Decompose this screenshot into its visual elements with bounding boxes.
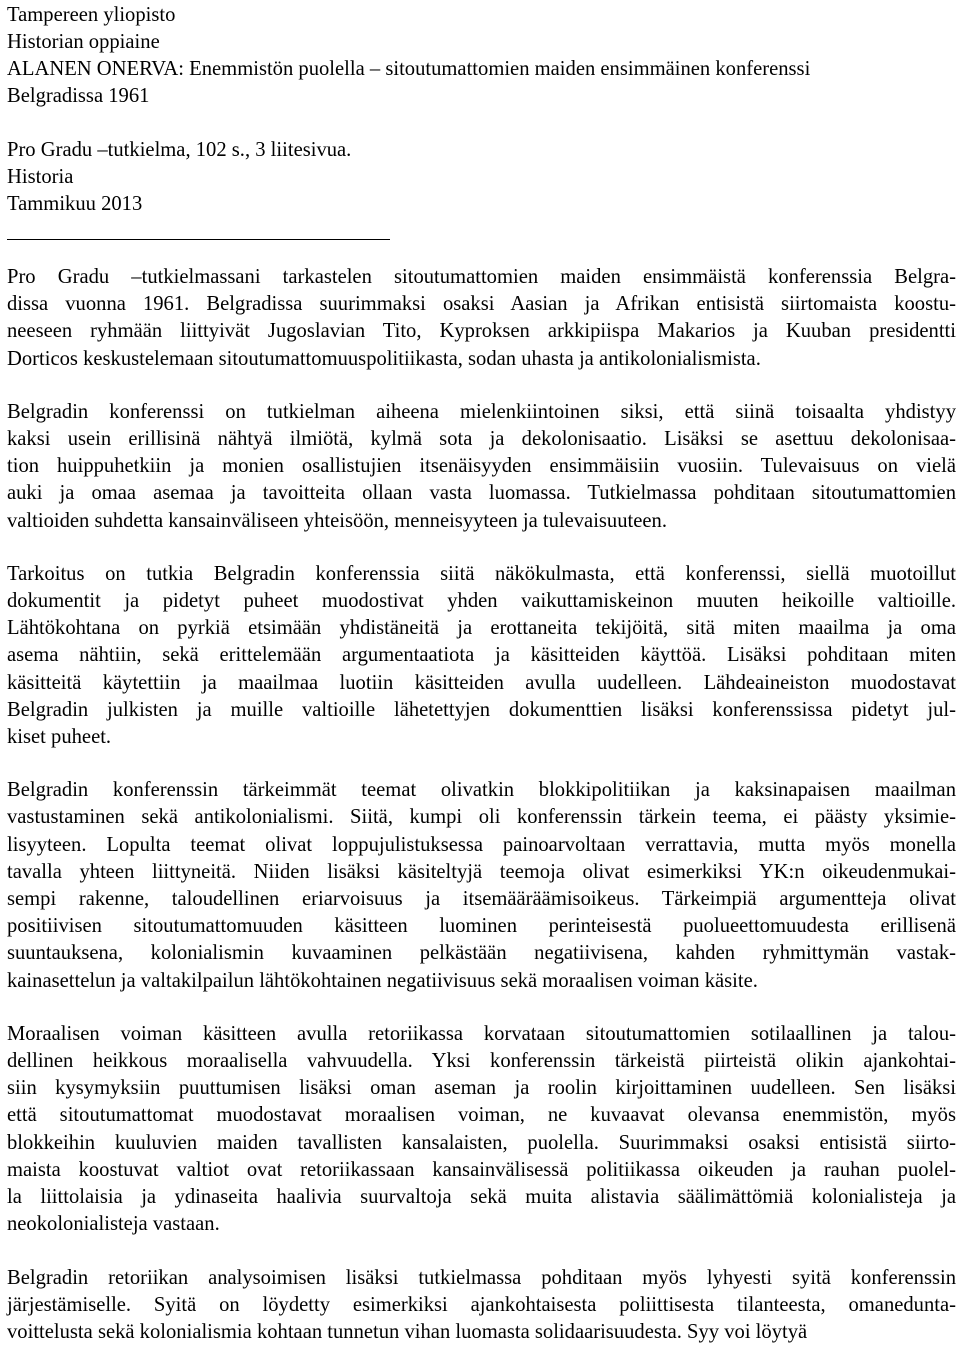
paragraph-line: tavalla yhteen liittyneitä. Niiden lisäksi käsiteltyjä teemoja olivat esimerkiksi YK:n oikeudenmukai- <box>7 860 956 883</box>
thesis-details <box>7 137 956 218</box>
paragraph-line: Tarkoitus on tutkia Belgradin konferenssia siitä näkökulmasta, että konferenssi, siellä muotoillut <box>7 562 956 585</box>
paragraph-line: Belgradin konferenssi on tutkielman aiheena mielenkiintoinen siksi, että siinä toisaalta yhdistyy <box>7 400 956 423</box>
paragraph-line: dissa vuonna 1961. Belgradissa suurimmaksi osaksi Aasian ja Afrikan entisistä siirtomaista koostu- <box>7 293 956 316</box>
paragraph-line: kaksi usein erillisinä nähtyä ilmiötä, kylmä sota ja dekolonisaatio. Lisäksi se asettuu dekolonisaa- <box>7 428 956 451</box>
paragraph-line: tion huippuhetkiin ja monien osallistujien itsenäisyyden ensimmäisiin vuosiin. Tulevaisuus on vielä <box>7 455 956 478</box>
abstract-body <box>7 264 956 1346</box>
paragraph-line: vastustaminen sekä antikolonialismi. Siitä, kumpi oli konferenssin tärkein teema, ei päästy yksimie- <box>7 806 956 829</box>
paragraph-line: positiivisen sitoutumattomuuden käsitteen luominen perinteisestä puolueettomuudesta erillisenä <box>7 915 956 938</box>
paragraph-line: siin kysymyksiin puuttumisen lisäksi oman aseman ja roolin kirjoittaminen uudelleen. Sen lisäksi <box>7 1077 956 1100</box>
thesis-header <box>7 2 956 110</box>
paragraph-line: dellinen heikkous moraalisella vahvuudella. Yksi konferenssin tärkeistä piirteistä olikin ajankohtai- <box>7 1050 956 1073</box>
paragraph-line: neokolonialisteja vastaan. <box>7 1213 220 1236</box>
paragraph-line: Belgradin retoriikan analysoimisen lisäksi tutkielmassa pohditaan myös lyhyesti syitä konferenssin <box>7 1266 956 1289</box>
paragraph-line: Pro Gradu –tutkielmassani tarkastelen sitoutumattomien maiden ensimmäistä konferenssia Belgra- <box>7 266 956 288</box>
paragraph-line: auki ja omaa asemaa ja tavoitteita ollaan vasta luomassa. Tutkielmassa pohditaan sitoutumattomien <box>7 482 956 505</box>
paragraph-line: la liittolaisia ja ydinaseita haalivia suurvaltoja sekä muita alistavia säälimättömiä kolonialisteja ja <box>7 1186 956 1209</box>
abstract-paragraph <box>7 777 956 995</box>
paragraph-line: dokumentit ja pidetyt puheet muodostivat yhden vaikuttamiskeinon muuten heikoille valtioille. <box>7 590 956 613</box>
paragraph-line: Belgradin konferenssin tärkeimmät teemat olivatkin blokkipolitiikan ja kaksinapaisen maailman <box>7 779 956 802</box>
paragraph-line: suuntauksena, kolonialismin kuvaaminen pelkästään negatiivisena, kahden ryhmittymän vastak- <box>7 942 956 965</box>
paragraph-line: kiset puheet. <box>7 726 112 749</box>
paragraph-line: blokkeihin kuuluvien maiden tavallisten kansalaisten, puolella. Suurimmaksi osaksi entisistä siirto- <box>7 1131 956 1154</box>
abstract-paragraph <box>7 1265 956 1347</box>
paragraph-line: kainasettelun ja valtakilpailun lähtökohtainen negatiivisuus sekä moraalisen voiman käsite. <box>7 969 758 992</box>
subject: Historia <box>7 166 74 188</box>
thesis-date: Tammikuu 2013 <box>7 193 143 215</box>
university-name: Tampereen yliopisto <box>7 4 176 26</box>
thesis-type: Pro Gradu –tutkielma, 102 s., 3 liitesivua. <box>7 139 352 161</box>
paragraph-line: Belgradin julkisten ja muille valtioille lähetettyjen dokumenttien lisäksi konferenssissa pidetyt jul- <box>7 698 956 721</box>
abstract-page <box>7 0 956 1372</box>
paragraph-line: Moraalisen voiman käsitteen avulla retoriikassa korvataan sitoutumattomien sotilaallinen ja talou- <box>7 1022 956 1045</box>
paragraph-line: asema nähtiin, sekä erittelemään argumentaatiota ja käsitteiden käyttöä. Lisäksi pohditaan miten <box>7 644 956 667</box>
paragraph-line: neeseen ryhmään liittyivät Jugoslavian Tito, Kyproksen arkkipiispa Makarios ja Kuuban presidentti <box>7 320 956 343</box>
paragraph-line: järjestämiselle. Syitä on löydetty esimerkiksi ajankohtaisesta poliittisesta tilanteesta, omanedunta- <box>7 1293 956 1316</box>
author-title-line-2: Belgradissa 1961 <box>7 85 150 107</box>
abstract-paragraph <box>7 399 956 535</box>
paragraph-line: lisyyteen. Lopulta teemat olivat loppujulistuksessa painoarvoltaan verrattavia, mutta myös monella <box>7 833 956 856</box>
paragraph-line: käsitteitä käytettiin ja maailmaa luotiin käsitteiden avulla uudelleen. Lähdeaineiston muodostavat <box>7 671 956 694</box>
paragraph-line: Dorticos keskustelemaan sitoutumattomuuspolitiikasta, sodan uhasta ja antikolonialismista. <box>7 347 761 370</box>
author-title-line-1: ALANEN ONERVA: Enemmistön puolella – sitoutumattomien maiden ensimmäinen konferenssi <box>7 58 811 80</box>
paragraph-line: maista koostuvat valtiot ovat retoriikassaan kansainvälisessä politiikassa oikeuden ja rauhan puolel- <box>7 1158 956 1181</box>
department-name: Historian oppiaine <box>7 31 160 53</box>
paragraph-line: sempi rakenne, taloudellinen eriarvoisuus ja itsemääräämisoikeus. Tärkeimpiä argumentteja olivat <box>7 888 956 911</box>
paragraph-line: voittelusta sekä kolonialismia kohtaan tunnetun vihan luomasta solidaarisuudesta. Syy voi löytyä <box>7 1320 808 1343</box>
header-divider <box>7 239 390 240</box>
paragraph-line: että sitoutumattomat muodostavat moraalisen voiman, ne kuvaavat olevansa enemmistön, myös <box>7 1104 956 1127</box>
abstract-paragraph <box>7 1021 956 1239</box>
paragraph-line: valtioiden suhdetta kansainväliseen yhteisöön, menneisyyteen ja tulevaisuuteen. <box>7 509 667 532</box>
paragraph-line: Lähtökohtana on pyrkiä etsimään yhdistäneitä ja erottaneita tekijöitä, sitä miten maailma ja oma <box>7 617 956 640</box>
abstract-paragraph <box>7 561 956 751</box>
abstract-paragraph <box>7 264 956 373</box>
